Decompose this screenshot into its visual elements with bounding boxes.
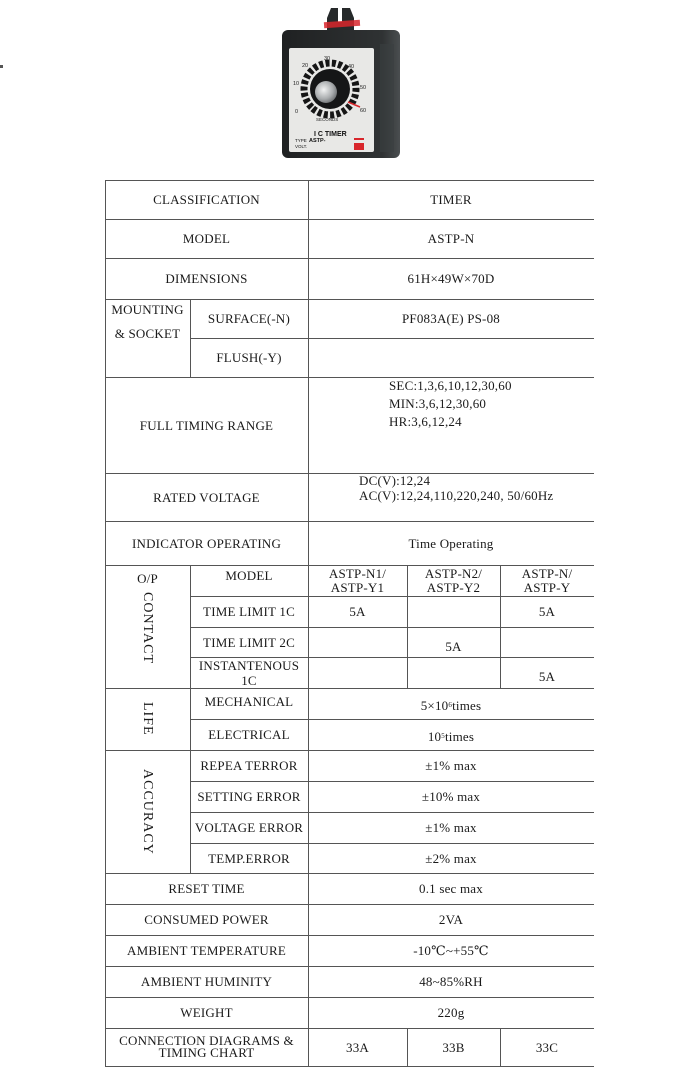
- mechanical-unit: times: [452, 698, 482, 713]
- rated-voltage-dc: DC(V):12,24: [359, 473, 431, 488]
- contact-row-label: TIME LIMIT 2C: [203, 634, 295, 650]
- ambient-humidity-label: AMBIENT HUMINITY: [140, 974, 273, 989]
- accuracy-group: [105, 750, 190, 873]
- accuracy-row-value: ±1% max: [425, 758, 477, 773]
- life-electrical-label: ELECTRICAL: [208, 727, 290, 742]
- indicator-lamp: [354, 143, 364, 150]
- dial-label: 60: [360, 108, 367, 114]
- electrical-unit: times: [444, 729, 475, 744]
- accuracy-row-label: TEMP.ERROR: [208, 850, 290, 866]
- contact-cell: [308, 627, 407, 657]
- rated-voltage-values: [359, 473, 594, 521]
- life-mechanical-label: MECHANICAL: [204, 694, 294, 709]
- contact-prefix: O/P: [137, 571, 158, 586]
- dimensions-label: DIMENSIONS: [165, 271, 248, 286]
- connection-label: [105, 1028, 308, 1066]
- indicator-lamp-small: [354, 138, 364, 140]
- consumed-power-label: CONSUMED POWER: [144, 912, 269, 927]
- dial-label: 10: [293, 81, 300, 87]
- accuracy-group-label: ACCURACY: [140, 768, 155, 855]
- dial-label: 50: [360, 85, 367, 91]
- side-texture: [380, 44, 394, 152]
- contact-cell: 5A: [349, 604, 366, 619]
- life-electrical-value: [308, 719, 594, 750]
- accuracy-row-label: SETTING ERROR: [197, 789, 301, 804]
- face-title: I C TIMER: [314, 131, 347, 138]
- accuracy-row-label: REPEA TERROR: [200, 758, 298, 773]
- type-label: TYPE: [295, 138, 307, 143]
- model-col-2-line1: ASTP-N2/: [424, 565, 483, 581]
- timer-product-image: [276, 4, 406, 162]
- classification-value: TIMER: [430, 192, 472, 207]
- accuracy-row-label: VOLTAGE ERROR: [194, 820, 304, 835]
- rated-voltage-label: RATED VOLTAGE: [153, 489, 260, 505]
- weight-label: WEIGHT: [180, 1005, 233, 1020]
- dial-unit: SECONDS: [316, 117, 339, 122]
- mounting-label-line1: MOUNTING: [111, 302, 184, 317]
- contact-model-col-3: [500, 565, 594, 596]
- contact-cell: [407, 657, 500, 688]
- contact-cell: [407, 596, 500, 627]
- accuracy-row-value: ±2% max: [425, 850, 477, 866]
- reset-time-label: RESET TIME: [168, 881, 245, 896]
- model-col-3-line2: ASTP-Y: [523, 579, 571, 595]
- model-col-1-line2: ASTP-Y1: [330, 579, 385, 595]
- reset-time-value: 0.1 sec max: [419, 881, 483, 896]
- accuracy-row-value: ±10% max: [421, 789, 481, 804]
- contact-cell: 5A: [538, 669, 556, 684]
- connection-diagram-b: 33B: [442, 1039, 465, 1055]
- contact-cell: [308, 657, 407, 688]
- mounting-label-line2: & SOCKET: [114, 326, 181, 341]
- contact-cell: [500, 627, 594, 657]
- ambient-temperature-value: -10℃~+55℃: [413, 943, 489, 958]
- contact-model-col-1: [308, 565, 407, 596]
- ambient-humidity-value: 48~85%RH: [419, 974, 483, 989]
- dial-label: 0: [295, 109, 299, 115]
- spec-table: [105, 180, 594, 1066]
- mechanical-base: 5×10: [420, 698, 449, 713]
- contact-group-label: CONTACT: [140, 592, 155, 664]
- timing-range-sec: SEC:1,3,6,10,12,30,60: [389, 378, 512, 393]
- dimensions-value: 61H×49W×70D: [407, 271, 495, 286]
- accuracy-row-value: ±1% max: [425, 820, 477, 835]
- connection-diagram-c: 33C: [535, 1039, 559, 1055]
- ambient-temperature-label: AMBIENT TEMPERATURE: [127, 943, 286, 958]
- model-label: MODEL: [182, 231, 231, 246]
- surface-value: PF083A(E) PS-08: [402, 311, 500, 326]
- timing-range-min: MIN:3,6,12,30,60: [389, 396, 487, 411]
- model-col-3-line1: ASTP-N/: [521, 565, 573, 581]
- dial-knob: [315, 81, 337, 103]
- contact-cell: 5A: [538, 604, 556, 619]
- timing-range-label: FULL TIMING RANGE: [139, 417, 274, 433]
- life-mechanical-value: [308, 688, 594, 719]
- consumed-power-value: 2VA: [438, 912, 464, 927]
- connection-label-line2: TIMING CHART: [158, 1045, 255, 1060]
- classification-label: CLASSIFICATION: [153, 192, 260, 207]
- dial-label: 30: [324, 56, 331, 62]
- contact-model-header: MODEL: [225, 568, 273, 583]
- model-col-1-line1: ASTP-N1/: [328, 565, 387, 581]
- connection-label-line1: CONNECTION DIAGRAMS &: [119, 1033, 294, 1048]
- life-group: [105, 688, 190, 750]
- dial-label: 40: [348, 64, 355, 70]
- life-group-label: LIFE: [140, 702, 155, 736]
- contact-row-label: TIME LIMIT 1C: [203, 604, 295, 619]
- contact-cell: 5A: [445, 638, 462, 654]
- indicator-value: Time Operating: [408, 535, 494, 551]
- stray-mark: [0, 65, 3, 68]
- timing-range-hr: HR:3,6,12,24: [389, 414, 462, 429]
- contact-group: [105, 565, 190, 688]
- flush-value: [308, 338, 594, 377]
- type-value: ASTP-: [309, 138, 326, 144]
- mechanical-exp: 6: [448, 701, 453, 709]
- weight-value: 220g: [437, 1005, 465, 1020]
- contact-model-col-2: [407, 565, 500, 596]
- rated-voltage-ac: AC(V):12,24,110,220,240, 50/60Hz: [359, 488, 554, 503]
- timing-range-values: [389, 377, 594, 473]
- connection-diagram-a: 33A: [346, 1039, 369, 1055]
- indicator-label: INDICATOR OPERATING: [131, 535, 282, 551]
- mounting-label: [105, 299, 190, 345]
- model-col-2-line2: ASTP-Y2: [426, 579, 481, 595]
- volt-label: VOLT.: [295, 144, 308, 149]
- contact-row-label: INSTANTENOUS 1C: [198, 657, 300, 688]
- flush-label: FLUSH(-Y): [216, 350, 282, 365]
- electrical-exp: 5: [441, 732, 445, 740]
- model-value: ASTP-N: [427, 231, 475, 246]
- dial-label: 20: [302, 63, 309, 69]
- electrical-base: 10: [427, 729, 442, 744]
- surface-label: SURFACE(-N): [207, 311, 291, 326]
